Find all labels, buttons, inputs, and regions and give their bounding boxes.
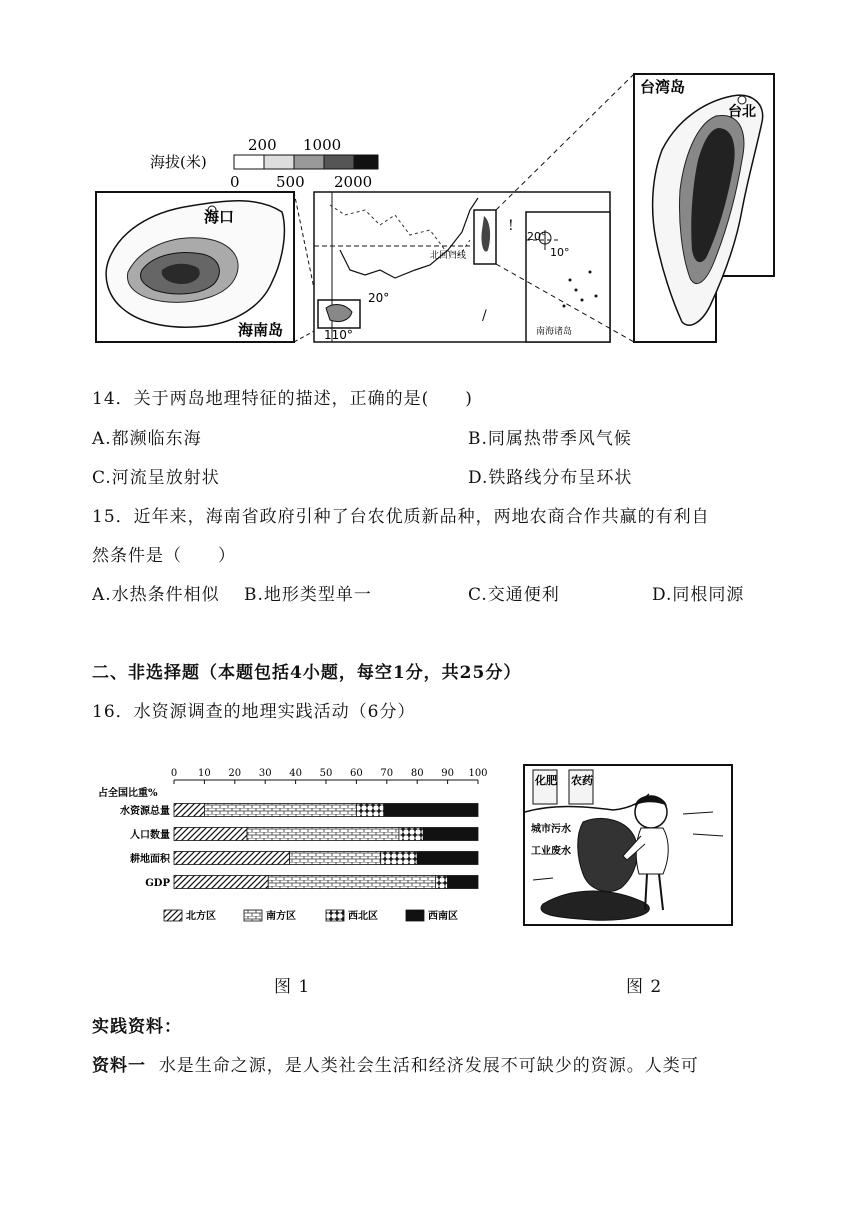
legend-title: 海拔(米): [150, 153, 207, 171]
x-tick-label: 10: [198, 768, 211, 779]
x-tick-label: 60: [350, 768, 363, 779]
x-tick-label: 30: [258, 768, 272, 779]
legend-swatch: [244, 910, 262, 921]
section-2-heading: 二、非选择题（本题包括4小题，每空1分，共25分）: [92, 663, 522, 683]
south-sea-islands-label: 南海诸岛: [536, 327, 573, 337]
legend-200: 200: [248, 136, 277, 154]
x-tick-label: 50: [319, 768, 333, 779]
connector-line: [294, 192, 316, 298]
q15-stem-line2: 然条件是（ ）: [92, 546, 236, 566]
legend-label: 西南区: [428, 911, 458, 922]
figure-2-caption: 图 2: [626, 977, 663, 997]
category-label: 人口数量: [130, 830, 170, 841]
inset-lat-10: 10°: [550, 246, 570, 259]
pollution-illustration: [523, 764, 733, 926]
lon-110-label: 110°: [324, 328, 353, 342]
haikou-label: 海口: [204, 208, 235, 226]
bar-segment: [356, 804, 383, 817]
fertilizer-label: 化肥: [535, 774, 557, 787]
category-label: 水资源总量: [120, 806, 170, 817]
bar-segment: [268, 876, 435, 889]
stacked-bar-chart: [94, 760, 494, 935]
bar-segment: [247, 828, 399, 841]
legend-0: 0: [230, 173, 240, 191]
q14-stem: 14．关于两岛地理特征的描述，正确的是( ): [92, 389, 473, 409]
x-tick-label: 90: [441, 768, 454, 779]
q15-option-b[interactable]: B.地形类型单一: [244, 585, 372, 605]
q15-option-a[interactable]: A.水热条件相似: [92, 585, 220, 605]
q15-stem-line1: 15．近年来，海南省政府引种了台农优质新品种，两地农商合作共赢的有利自: [92, 507, 710, 527]
q14-option-a[interactable]: A.都濒临东海: [92, 429, 202, 449]
legend-swatch: [164, 910, 182, 921]
legend-2000: 2000: [334, 173, 373, 191]
practice-materials-heading: 实践资料：: [92, 1017, 182, 1037]
legend-swatch: [326, 910, 344, 921]
pesticide-label: 农药: [571, 774, 593, 787]
x-tick-label: 100: [468, 768, 488, 779]
q15-option-d[interactable]: D.同根同源: [652, 585, 745, 605]
hainan-island-label: 海南岛: [238, 321, 284, 339]
x-tick-label: 0: [170, 768, 178, 779]
lat-20-label: 20°: [368, 291, 390, 305]
bar-segment: [174, 804, 204, 817]
taipei-label: 台北: [728, 104, 756, 120]
connector-line: [294, 330, 316, 342]
material-1-text: 水是生命之源，是人类社会生活和经济发展不可缺少的资源。人类可: [158, 1056, 699, 1076]
bar-segment: [448, 876, 478, 889]
hainan-map-panel: [96, 192, 294, 342]
x-tick-label: 40: [289, 768, 302, 779]
city-sewage-label: 城市污水: [531, 824, 571, 835]
industrial-wastewater-label: 工业废水: [531, 846, 571, 857]
map-figure: [0, 0, 860, 360]
legend-label: 北方区: [186, 911, 216, 922]
taiwan-map-panel: [634, 74, 774, 342]
svg-text:/: /: [482, 308, 487, 324]
tropic-label: 北回归线: [430, 251, 467, 261]
category-label: 耕地面积: [130, 854, 170, 865]
q14-option-d[interactable]: D.铁路线分布呈环状: [468, 468, 633, 488]
legend-label: 南方区: [266, 911, 296, 922]
legend-label: 西北区: [348, 911, 378, 922]
bar-segment: [417, 852, 478, 865]
bar-segment: [399, 828, 423, 841]
south-sea-inset: [526, 212, 610, 342]
bar-segment: [174, 828, 247, 841]
bar-segment: [204, 804, 356, 817]
taiwan-island-label: 台湾岛: [640, 78, 686, 96]
bar-segment: [174, 852, 290, 865]
q15-option-c[interactable]: C.交通便利: [468, 585, 560, 605]
connector-line: [496, 74, 634, 210]
legend-500: 500: [276, 173, 305, 191]
material-1-paragraph: [92, 1051, 699, 1076]
y-axis-label: 占全国比重%: [98, 788, 158, 799]
figure-1-caption: 图 1: [274, 977, 311, 997]
bar-segment: [435, 876, 447, 889]
legend-1000: 1000: [303, 136, 342, 154]
legend-swatch: [406, 910, 424, 921]
bar-segment: [174, 876, 268, 889]
q16-stem: 16．水资源调查的地理实践活动（6分）: [92, 702, 416, 722]
elevation-legend-bar: [234, 155, 378, 169]
q14-option-c[interactable]: C.河流呈放射状: [92, 468, 220, 488]
bar-segment: [381, 852, 417, 865]
x-tick-label: 70: [380, 768, 394, 779]
x-tick-label: 20: [228, 768, 242, 779]
x-tick-label: 80: [410, 768, 424, 779]
bar-segment: [290, 852, 381, 865]
bar-segment: [423, 828, 478, 841]
material-1-label: 资料一: [92, 1056, 146, 1076]
category-label: GDP: [145, 878, 170, 889]
inset-lat-20: 20°: [527, 230, 547, 243]
svg-text:!: !: [508, 218, 514, 234]
bar-segment: [384, 804, 478, 817]
q14-option-b[interactable]: B.同属热带季风气候: [468, 429, 632, 449]
